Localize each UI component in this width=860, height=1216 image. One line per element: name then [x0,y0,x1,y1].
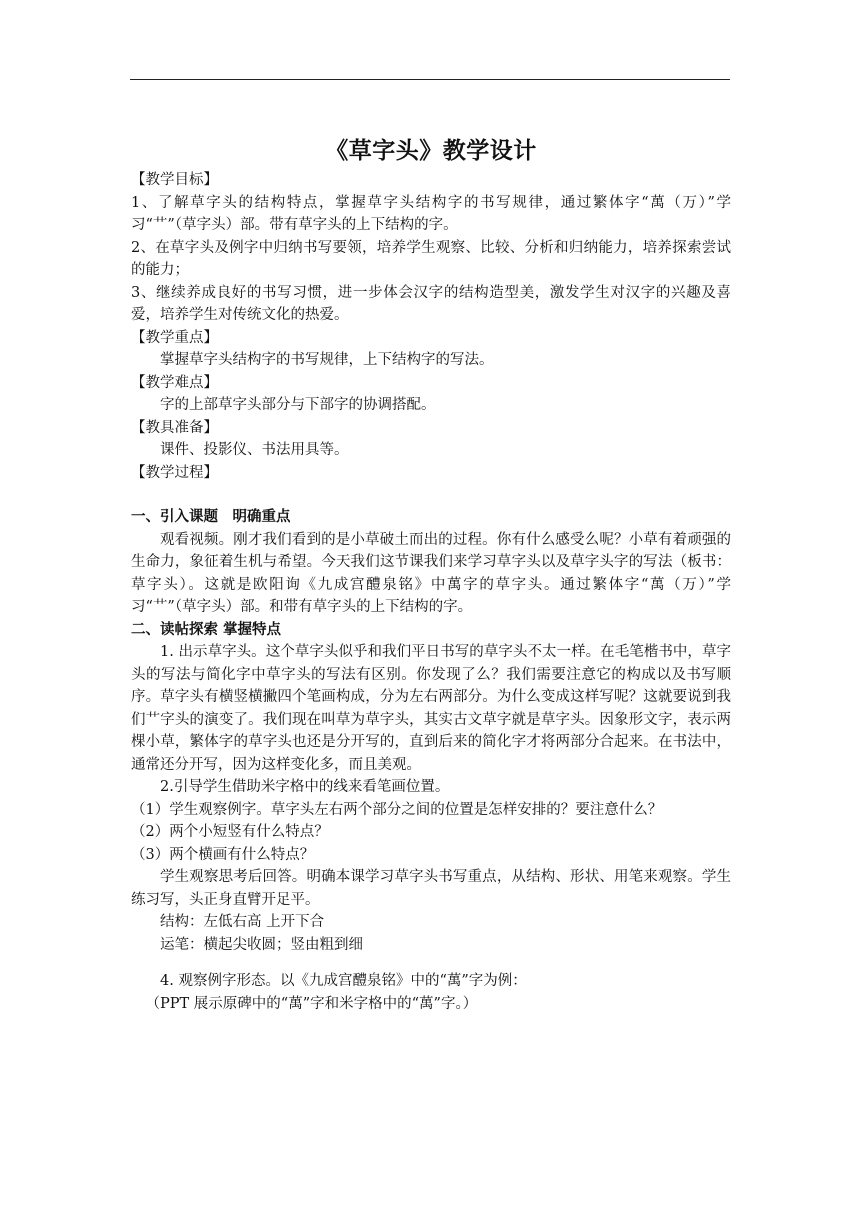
document-title: 《草字头》教学设计 [325,138,537,164]
key-points-heading: 【教学重点】 [131,329,218,346]
spacer [131,956,731,970]
section2-q3: （3）两个横画有什么特点？ [131,846,315,863]
difficulties-heading: 【教学难点】 [131,374,218,391]
section2-heading: 二、读帖探索 掌握特点 [131,621,282,638]
section1-text: 观看视频。刚才我们看到的是小草破土而出的过程。你有什么感受么呢？小草有着顽强的生命力，象征着生机与希望。今天我们这节课我们来学习草字头以及草字头字的写法（板书：草字头）。这就是欧阳询《九成宫醴泉铭》中萬字的草字头。通过繁体字“萬（万）”学习“艹”（草字头）部。和带有草字头的上下结构的字。 [131,531,731,615]
section2-p1: 1. 出示草字头。这个草字头似乎和我们平日书写的草字头不太一样。在毛笔楷书中，草字头的写法与简化字中草字头的写法有区别。你发现了么？我们需要注意它的构成以及书写顺序。草字头有横竖横撇四个笔画构成，分为左右两部分。为什么变成这样写呢？这就要说到我们艹字头的演变了。我们现在叫草为草字头，其实古文草字就是草字头。因象形文字，表示两棵小草，繁体字的草字头也还是分开写的，直到后来的简化字才将两部分合起来。在书法中，通常还分开写，因为这样变化多，而且美观。 [131,644,731,773]
goal-item-3: 3、继续养成良好的书写习惯，进一步体会汉字的结构造型美，激发学生对汉字的兴趣及喜爱，培养学生对传统文化的热爱。 [131,284,731,323]
document-body [131,132,731,1015]
header-rule [130,79,730,80]
goal-item-1: 1、了解草字头的结构特点，掌握草字头结构字的书写规律，通过繁体字“萬（万）”学习“艹”（草字头）部。带有草字头的上下结构的字。 [131,194,731,233]
goal-item-2: 2、在草字头及例字中归纳书写要领，培养学生观察、比较、分析和归纳能力，培养探索尝试的能力； [131,239,731,278]
section2-stroke: 运笔：横起尖收圆；竖由粗到细 [160,936,363,953]
section2-p4: 4. 观察例字形态。以《九成宫醴泉铭》中的“萬”字为例： [160,973,527,989]
section2-p3: 学生观察思考后回答。明确本课学习草字头书写重点，从结构、形状、用笔来观察。学生练习写，头正身直臂开足平。 [131,869,731,908]
difficulties-text: 字的上部草字头部分与下部字的协调搭配。 [160,397,436,413]
materials-heading: 【教具准备】 [131,419,218,436]
section2-structure: 结构：左低右高 上开下合 [160,914,325,930]
process-heading: 【教学过程】 [131,464,218,481]
materials-text: 课件、投影仪、书法用具等。 [160,442,349,458]
section2-p5: （PPT 展示原碑中的“萬”字和米字格中的“萬”字。） [145,995,478,1012]
spacer [131,484,731,506]
section1-heading: 一、引入课题 明确重点 [131,509,291,525]
goals-heading: 【教学目标】 [131,172,218,188]
key-points-text: 掌握草字头结构字的书写规律，上下结构字的写法。 [160,352,494,368]
section2-q2: （2）两个小短竖有什么特点？ [131,824,329,840]
section2-p2: 2.引导学生借助米字格中的线来看笔画位置。 [160,779,450,795]
section2-q1: （1）学生观察例字。草字头左右两个部分之间的位置是怎样安排的？要注意什么？ [131,801,663,818]
